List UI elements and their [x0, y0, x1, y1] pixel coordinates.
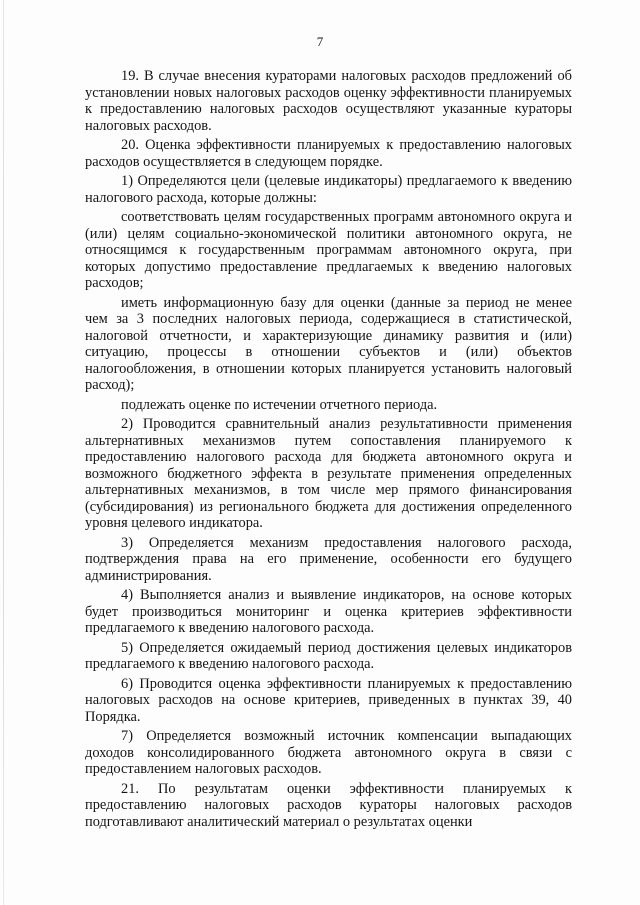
paragraph-20: 20. Оценка эффективности планируемых к предоставлению налоговых расходов осуществляется в следующем порядке. [85, 137, 572, 170]
paragraph-19: 19. В случае внесения кураторами налоговых расходов предложений об установлении новых налоговых расходов оценку эффективности планируемых к предоставлению налоговых расходов осуществляют указанные кураторы налоговых расходов. [85, 68, 572, 134]
scan-edge-shadow [3, 0, 4, 905]
paragraph-20-item-2: 2) Проводится сравнительный анализ результативности применения альтернативных механизмов путем сопоставления планируемого к предоставлению налогового расхода для бюджета автономного округа и возможного бюджетного эффекта в результате применения определенных альтернативных механизмов, в том числе мер прямого финансирования (субсидирования) из регионального бюджета для достижения определенного уровня целевого индикатора. [85, 416, 572, 531]
page-number: 7 [316, 34, 324, 49]
paragraph-21: 21. По результатам оценки эффективности планируемых к предоставлению налоговых расходов кураторы налоговых расходов подготавливают аналитический материал о результатах оценки [85, 780, 572, 830]
paragraph-20-item-6: 6) Проводится оценка эффективности планируемых к предоставлению налоговых расходов на основе критериев, приведенных в пунктах 39, 40 Порядка. [85, 675, 572, 725]
paragraph-20-item-5: 5) Определяется ожидаемый период достижения целевых индикаторов предлагаемого к введению налогового расхода. [85, 639, 572, 672]
document-body [85, 68, 572, 830]
paragraph-20-item-7: 7) Определяется возможный источник компенсации выпадающих доходов консолидированного бюджета автономного округа в связи с предоставлением налоговых расходов. [85, 728, 572, 777]
paragraph-20-item-3: 3) Определяется механизм предоставления налогового расхода, подтверждения права на его применение, особенности его будущего администрирования. [85, 534, 572, 584]
paragraph-20-item-1-goals: соответствовать целям государственных программ автономного округа и (или) целям социально-экономической политики автономного округа, не относящимся к государственным программам автономного округа, при которых допустимо предоставление предлагаемых к введению налоговых расходов; [85, 209, 572, 291]
paragraph-20-item-1-infobase: иметь информационную базу для оценки (данные за период не менее чем за 3 последних налоговых периода, содержащиеся в статистической, налоговой отчетности, и характеризующие динамику развития и (или) ситуацию, процессы в отношении субъектов и (или) объектов налогообложения, в отношении которых планируется установить налоговый расход); [85, 294, 572, 393]
paragraph-20-item-1-evaluation: подлежать оценке по истечении отчетного периода. [121, 396, 438, 413]
paragraph-20-item-1: 1) Определяются цели (целевые индикаторы) предлагаемого к введению налогового расхода, которые должны: [85, 173, 572, 206]
paragraph-20-item-4: 4) Выполняется анализ и выявление индикаторов, на основе которых будет производиться мониторинг и оценка критериев эффективности предлагаемого к введению налогового расхода. [85, 587, 572, 636]
